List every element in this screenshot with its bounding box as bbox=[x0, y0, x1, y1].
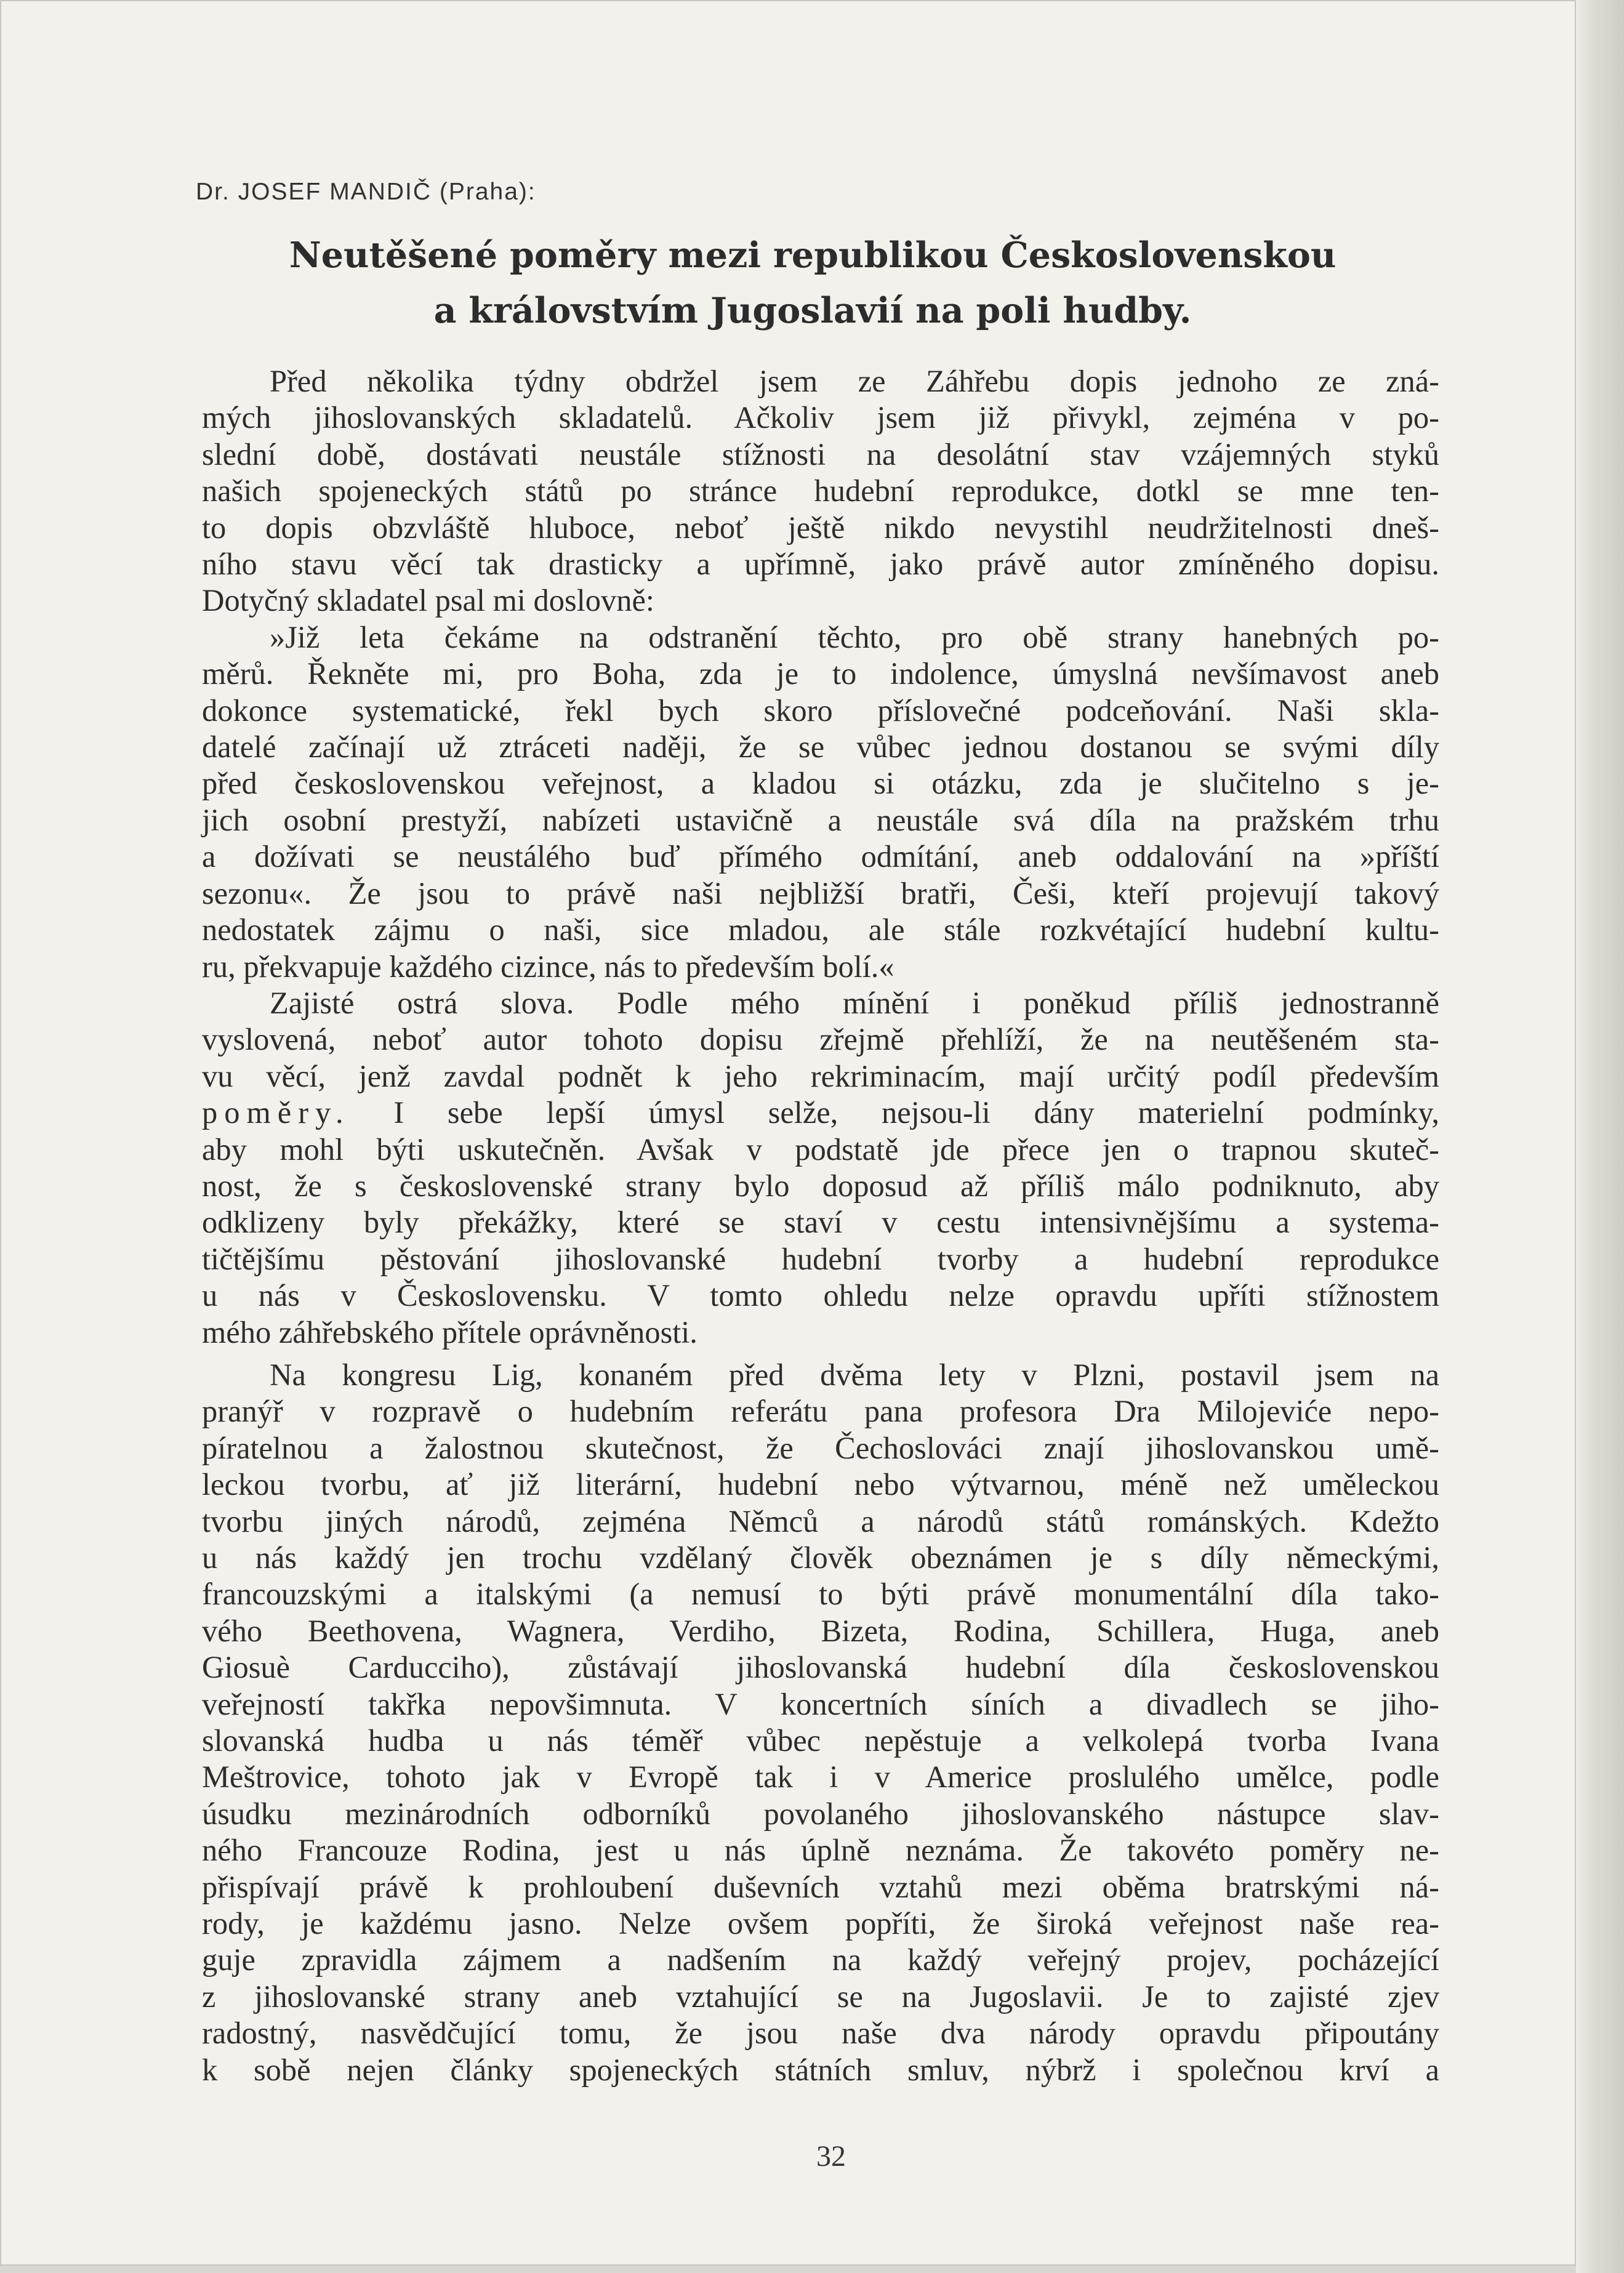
text-line: »Již leta čekáme na odstranění těchto, pro obě strany hanebných po- bbox=[270, 619, 1439, 654]
paragraph-3 bbox=[202, 985, 1439, 1351]
emphasized-word: poměry. bbox=[202, 1095, 350, 1130]
paragraph-4 bbox=[202, 1357, 1439, 2088]
text-line: dokonce systematické, řekl bych skoro příslovečné podceňování. Naši skla- bbox=[202, 693, 1439, 728]
text-line: tvorbu jiných národů, zejména Němců a národů států románských. Kdežto bbox=[202, 1503, 1439, 1539]
text-line: před československou veřejnost, a kladou si otázku, zda je slučitelno s je- bbox=[202, 766, 1439, 801]
text-line: vyslovená, neboť autor tohoto dopisu zřejmě přehlíží, že na neutěšeném sta- bbox=[202, 1022, 1439, 1057]
text-line: leckou tvorbu, ať již literární, hudební nebo výtvarnou, méně než uměleckou bbox=[202, 1467, 1439, 1502]
text-line: Na kongresu Lig, konaném před dvěma lety v Plzni, postavil jsem na bbox=[270, 1357, 1439, 1392]
text-line: odklizeny byly překážky, které se staví v cestu intensivnějšímu a systema- bbox=[202, 1205, 1439, 1240]
text-line: pranýř v rozpravě o hudebním referátu pana profesora Dra Milojeviće nepo- bbox=[202, 1394, 1439, 1429]
text-line: veřejností takřka nepovšimnuta. V koncertních síních a divadlech se jiho- bbox=[202, 1686, 1439, 1721]
text-line: sezonu«. Že jsou to právě naši nejbližší bratři, Češi, kteří projevují takový bbox=[202, 875, 1439, 911]
text-line: ru, překvapuje každého cizince, nás to především bolí.« bbox=[202, 949, 894, 984]
text-line: Dotyčný skladatel psal mi doslovně: bbox=[202, 583, 654, 618]
text-line: píratelnou a žalostnou skutečnost, že Čechoslováci znají jihoslovanskou umě- bbox=[202, 1430, 1439, 1465]
text-line: slovanská hudba u nás téměř vůbec nepěstuje a velkolepá tvorba Ivana bbox=[202, 1723, 1439, 1758]
article-body bbox=[202, 363, 1439, 2088]
text-line: ního stavu věcí tak drasticky a upřímně, jako právě autor zmíněného dopisu. bbox=[202, 547, 1439, 582]
text-line: to dopis obzvláště hluboce, neboť ještě nikdo nevystihl neudržitelnosti dneš- bbox=[202, 510, 1439, 545]
paragraph-2-quote bbox=[202, 619, 1439, 985]
text-line: aby mohl býti uskutečněn. Avšak v podstatě jde přece jen o trapnou skuteč- bbox=[202, 1132, 1439, 1167]
text-line: Meštrovice, tohoto jak v Evropě tak i v Americe proslulého umělce, podle bbox=[202, 1760, 1439, 1795]
article-title bbox=[185, 228, 1441, 339]
text-line: jich osobní prestyží, nabízeti ustavičně a neustále svá díla na pražském trhu bbox=[202, 802, 1439, 837]
text-line: guje zpravidla zájmem a nadšením na každý veřejný projev, pocházející bbox=[202, 1942, 1439, 1977]
text-line: u nás každý jen trochu vzdělaný člověk obeznámen je s díly německými, bbox=[202, 1540, 1439, 1575]
paragraph-spacer bbox=[202, 1351, 1439, 1357]
text-line: slední době, dostávati neustále stížnosti na desolátní stav vzájemných styků bbox=[202, 436, 1439, 472]
text-line: z jihoslovanské strany aneb vztahující se na Jugoslavii. Je to zajisté zjev bbox=[202, 1979, 1439, 2014]
text-line: našich spojeneckých států po stránce hudební reprodukce, dotkl se mne ten- bbox=[202, 473, 1439, 509]
title-line-1: Neutěšené poměry mezi republikou Československou bbox=[289, 235, 1337, 276]
text-line: mého záhřebského přítele oprávněnosti. bbox=[202, 1314, 697, 1350]
text-line: přispívají právě k prohloubení duševních vztahů mezi oběma bratrskými ná- bbox=[202, 1869, 1439, 1904]
paragraph-1 bbox=[202, 363, 1439, 619]
text-line: rody, je každému jasno. Nelze ovšem popříti, že široká veřejnost naše rea- bbox=[202, 1906, 1439, 1941]
text-line: francouzskými a italskými (a nemusí to býti právě monumentální díla tako- bbox=[202, 1577, 1439, 1612]
text-line: k sobě nejen články spojeneckých státních smluv, nýbrž i společnou krví a bbox=[202, 2052, 1439, 2087]
text-line: tičtějšímu pěstování jihoslovanské hudební tvorby a hudební reprodukce bbox=[202, 1241, 1439, 1276]
text-line: Zajisté ostrá slova. Podle mého mínění i poněkud příliš jednostranně bbox=[270, 985, 1439, 1020]
text-line: ného Francouze Rodina, jest u nás úplně neznáma. Že takovéto poměry ne- bbox=[202, 1833, 1439, 1868]
text-line: vu věcí, jenž zavdal podnět k jeho rekriminacím, mají určitý podíl především bbox=[202, 1058, 1439, 1093]
title-line-2: a královstvím Jugoslavií na poli hudby. bbox=[433, 290, 1192, 331]
text-line: u nás v Československu. V tomto ohledu nelze opravdu upříti stížnostem bbox=[202, 1278, 1439, 1313]
text-line: datelé začínají už ztráceti naději, že se vůbec jednou dostanou se svými díly bbox=[202, 730, 1439, 765]
text-line: nedostatek zájmu o naši, sice mladou, ale stále rozkvétající hudební kultu- bbox=[202, 912, 1439, 947]
text-line bbox=[202, 1095, 1439, 1131]
text-line: a dožívati se neustálého buď přímého odmítání, aneb oddalování na »příští bbox=[202, 839, 1439, 874]
book-binding-edge bbox=[1576, 0, 1624, 2273]
text-line: radostný, nasvědčující tomu, že jsou naše dva národy opravdu připoutány bbox=[202, 2016, 1439, 2051]
text-line: nost, že s československé strany bylo doposud až příliš málo podniknuto, aby bbox=[202, 1168, 1439, 1203]
text-fragment: I sebe lepší úmysl selže, nejsou-li dány materielní podmínky, bbox=[393, 1095, 1440, 1130]
text-line: úsudku mezinárodních odborníků povolaného jihoslovanského nástupce slav- bbox=[202, 1796, 1439, 1831]
text-line: vého Beethovena, Wagnera, Verdiho, Bizeta, Rodina, Schillera, Huga, aneb bbox=[202, 1613, 1439, 1648]
text-line: Giosuè Carducciho), zůstávají jihoslovanská hudební díla československou bbox=[202, 1650, 1439, 1685]
text-line: měrů. Řekněte mi, pro Boha, zda je to indolence, úmyslná nevšímavost aneb bbox=[202, 656, 1439, 691]
text-line: mých jihoslovanských skladatelů. Ačkoliv jsem již přivykl, zejména v po- bbox=[202, 400, 1439, 435]
text-line: Před několika týdny obdržel jsem ze Záhřebu dopis jednoho ze zná- bbox=[270, 364, 1439, 398]
page-number: 32 bbox=[816, 2140, 846, 2173]
author-byline: Dr. JOSEF MANDIČ (Praha): bbox=[196, 179, 536, 205]
